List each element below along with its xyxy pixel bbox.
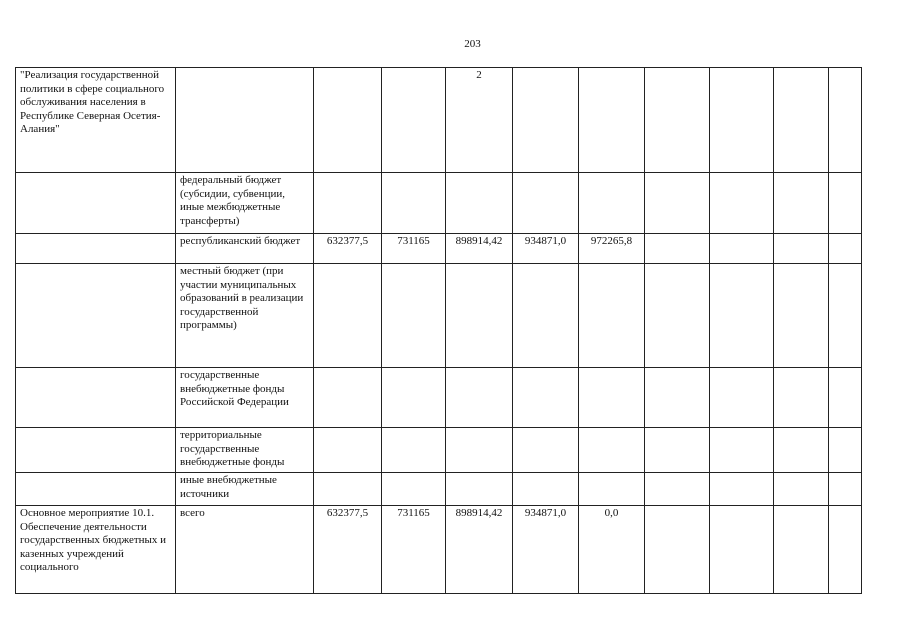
table-row [16,68,862,173]
value-cell [314,428,382,473]
value-cell [579,428,645,473]
value-cell [829,68,862,173]
value-cell [382,264,446,368]
value-cell [314,264,382,368]
value-cell [513,173,579,234]
table-row [16,506,862,594]
value-cell [513,68,579,173]
value-cell [829,173,862,234]
value-cell [314,368,382,428]
value-cell: 972265,8 [579,234,645,264]
value-cell [579,173,645,234]
value-cell [645,264,710,368]
value-cell [645,68,710,173]
funding-source-cell [176,68,314,173]
row-name-cell: Основное мероприятие 10.1. Обеспечение деятельности государственных бюджетных и казенных учреждений социального [16,506,176,594]
row-name-cell [16,428,176,473]
value-cell [645,428,710,473]
value-cell: 898914,42 [446,234,513,264]
value-cell: 731165 [382,506,446,594]
value-cell [446,264,513,368]
value-cell [645,473,710,506]
value-cell [710,173,774,234]
row-name-cell [16,368,176,428]
value-cell [774,428,829,473]
value-cell [513,473,579,506]
value-cell [774,473,829,506]
table-row [16,264,862,368]
value-cell: 632377,5 [314,234,382,264]
budget-table [15,67,862,594]
value-cell [579,68,645,173]
value-cell [774,368,829,428]
value-cell: 632377,5 [314,506,382,594]
funding-source-cell: местный бюджет (при участии муниципальных образований в реализации государственной программы) [176,264,314,368]
value-cell [829,368,862,428]
value-cell: 731165 [382,234,446,264]
value-cell [579,264,645,368]
value-cell [774,264,829,368]
value-cell [513,428,579,473]
value-cell [446,368,513,428]
value-cell [446,173,513,234]
value-cell: 2 [446,68,513,173]
value-cell [645,506,710,594]
value-cell [774,68,829,173]
value-cell [513,264,579,368]
value-cell [710,234,774,264]
value-cell [579,473,645,506]
value-cell [710,428,774,473]
value-cell [710,473,774,506]
value-cell [710,506,774,594]
value-cell [774,173,829,234]
row-name-cell [16,473,176,506]
value-cell [774,234,829,264]
table-row [16,234,862,264]
value-cell: 934871,0 [513,234,579,264]
value-cell [382,428,446,473]
value-cell: 898914,42 [446,506,513,594]
value-cell [382,368,446,428]
funding-source-cell: иные внебюджетные источники [176,473,314,506]
value-cell [645,234,710,264]
value-cell [774,506,829,594]
value-cell [382,173,446,234]
table-row [16,473,862,506]
value-cell [314,173,382,234]
value-cell [645,173,710,234]
value-cell [710,368,774,428]
value-cell [829,473,862,506]
value-cell [446,428,513,473]
table-row [16,173,862,234]
value-cell [314,473,382,506]
value-cell [829,234,862,264]
value-cell [579,368,645,428]
funding-source-cell: территориальные государственные внебюджетные фонды [176,428,314,473]
row-name-cell: "Реализация государственной политики в сфере социального обслуживания населения в Республике Северная Осетия-Алания" [16,68,176,173]
value-cell [382,68,446,173]
value-cell [513,368,579,428]
funding-source-cell: государственные внебюджетные фонды Российской Федерации [176,368,314,428]
value-cell [829,264,862,368]
funding-source-cell: республиканский бюджет [176,234,314,264]
funding-source-cell: всего [176,506,314,594]
row-name-cell [16,234,176,264]
funding-source-cell: федеральный бюджет (субсидии, субвенции, иные межбюджетные трансферты) [176,173,314,234]
value-cell [710,264,774,368]
value-cell [829,506,862,594]
value-cell: 934871,0 [513,506,579,594]
value-cell [446,473,513,506]
row-name-cell [16,173,176,234]
page-number: 203 [464,38,481,50]
value-cell [314,68,382,173]
row-name-cell [16,264,176,368]
value-cell [710,68,774,173]
table-row [16,368,862,428]
value-cell [382,473,446,506]
table-row [16,428,862,473]
value-cell [829,428,862,473]
value-cell: 0,0 [579,506,645,594]
value-cell [645,368,710,428]
